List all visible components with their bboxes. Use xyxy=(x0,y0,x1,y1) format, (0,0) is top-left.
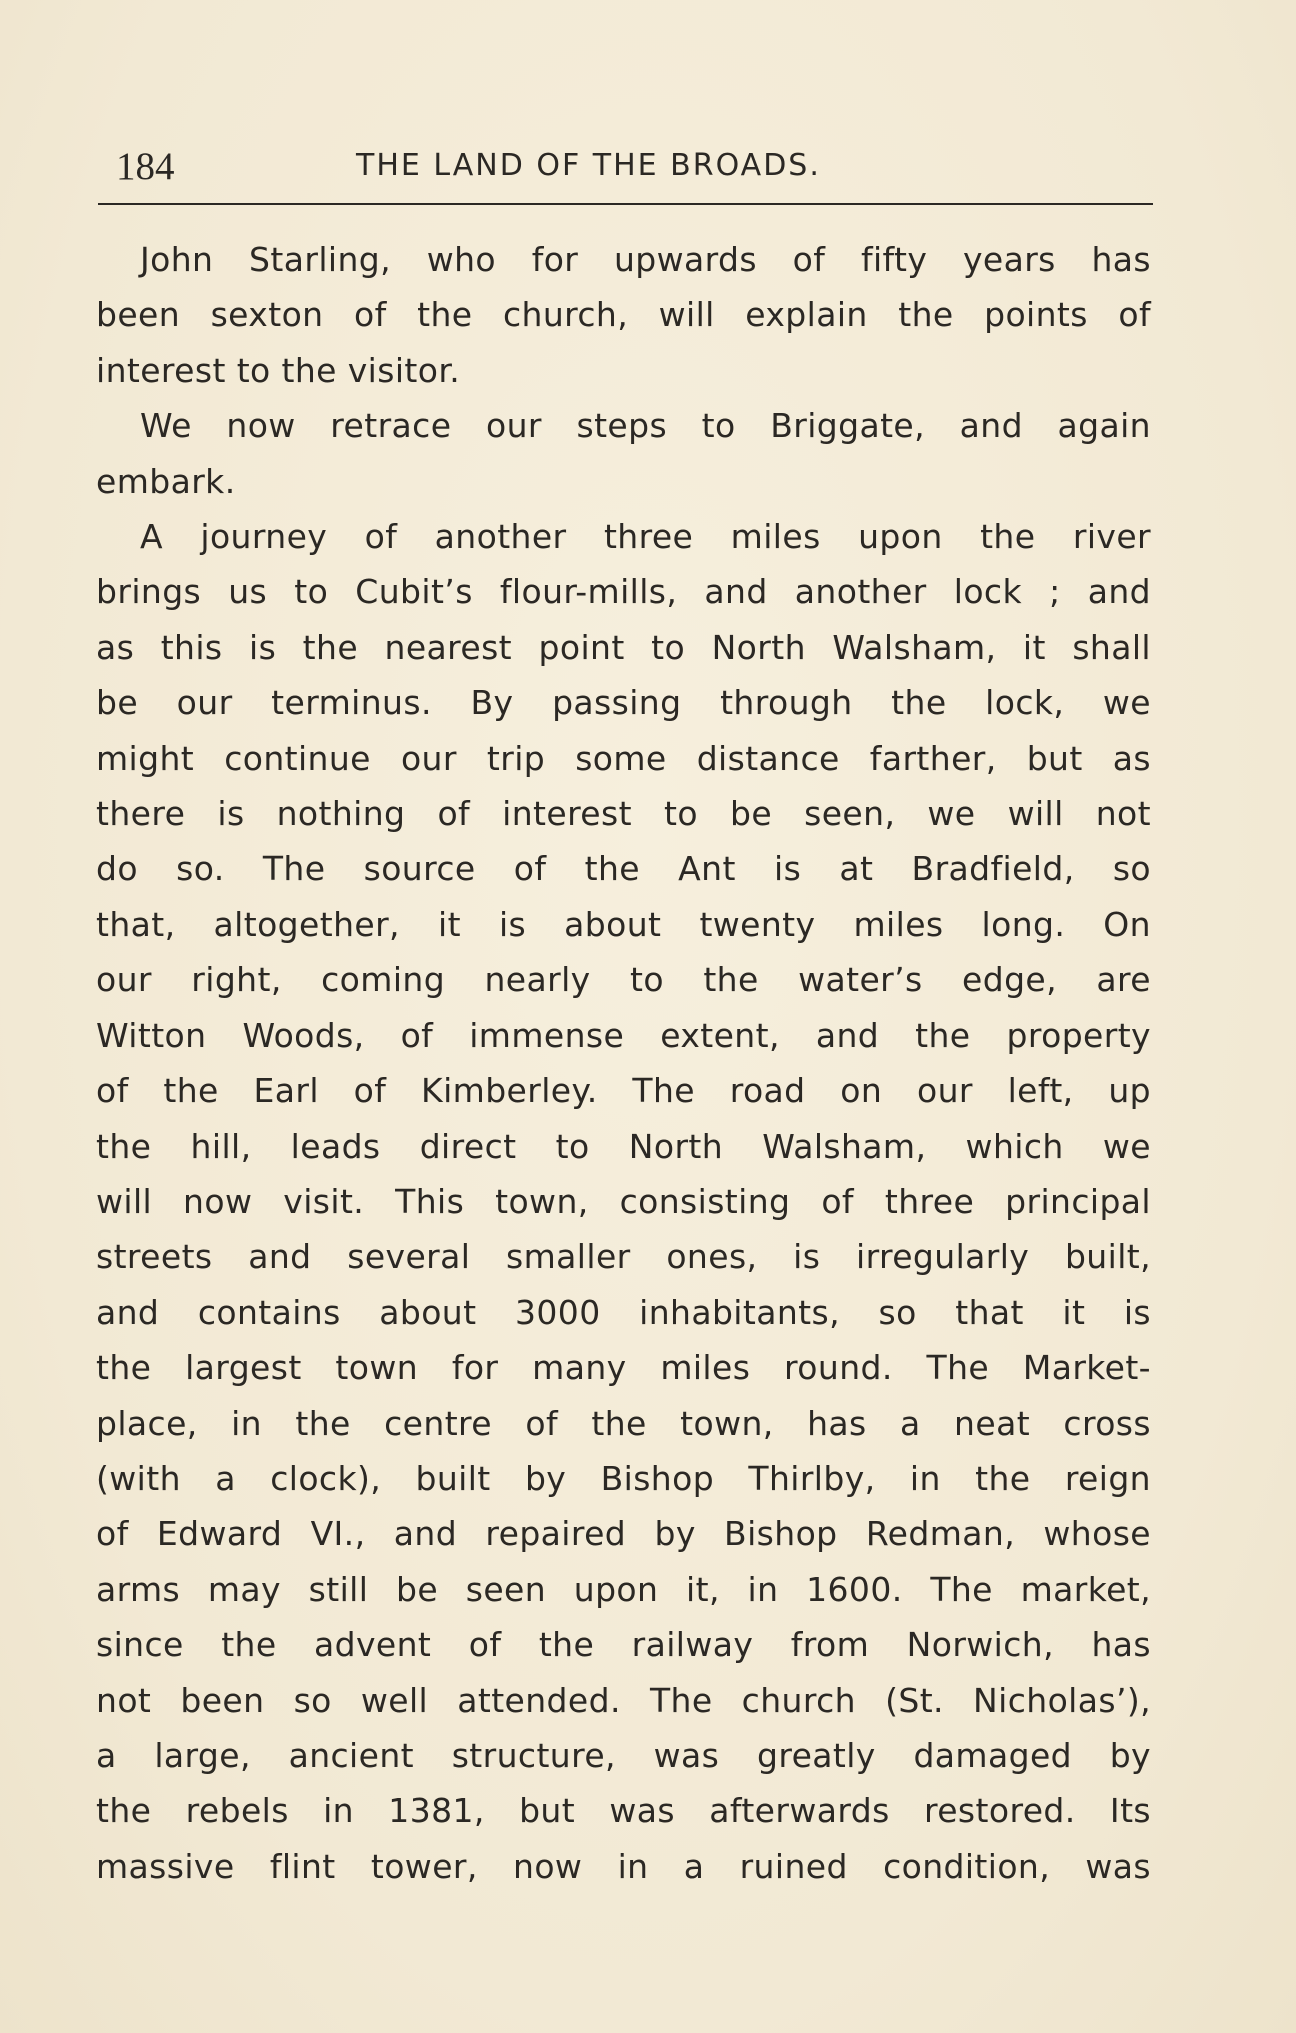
text-line: the largest town for many miles round. The Market- xyxy=(96,1348,1151,1388)
text-line: a large, ancient structure, was greatly damaged by xyxy=(96,1735,1151,1775)
text-line: not been so well attended. The church (St. Nicholas’), xyxy=(96,1680,1151,1720)
text-line: the hill, leads direct to North Walsham, which we xyxy=(96,1126,1151,1166)
text-line: John Starling, who for upwards of fifty years has xyxy=(140,240,1151,279)
text-line: (with a clock), built by Bishop Thirlby, in the reign xyxy=(96,1458,1151,1498)
text-line: might continue our trip some distance farther, but as xyxy=(96,738,1151,778)
text-line: massive flint tower, now in a ruined condition, was xyxy=(96,1846,1151,1886)
text-line: as this is the nearest point to North Walsham, it shall xyxy=(96,627,1151,667)
text-line: We now retrace our steps to Briggate, and again xyxy=(140,406,1151,446)
text-line: do so. The source of the Ant is at Bradfield, so xyxy=(96,849,1151,889)
text-line: since the advent of the railway from Norwich, has xyxy=(96,1625,1151,1665)
text-line: there is nothing of interest to be seen, we will not xyxy=(96,794,1151,834)
text-line: will now visit. This town, consisting of three principal xyxy=(96,1181,1151,1221)
text-line: streets and several smaller ones, is irregularly built, xyxy=(96,1237,1151,1277)
text-line: interest to the visitor. xyxy=(96,350,461,390)
text-line: be our terminus. By passing through the lock, we xyxy=(96,683,1151,723)
text-line: embark. xyxy=(96,461,236,501)
text-line: been sexton of the church, will explain the points of xyxy=(96,295,1151,335)
text-line: that, altogether, it is about twenty miles long. On xyxy=(96,904,1151,944)
text-line: of Edward VI., and repaired by Bishop Redman, whose xyxy=(96,1514,1151,1554)
running-title: THE LAND OF THE BROADS. xyxy=(356,148,821,183)
text-line: and contains about 3000 inhabitants, so that it is xyxy=(96,1292,1151,1332)
text-line: of the Earl of Kimberley. The road on our left, up xyxy=(96,1071,1151,1111)
text-line: brings us to Cubit’s flour-mills, and another lock ; and xyxy=(96,572,1151,612)
header-rule xyxy=(98,203,1153,205)
text-line: arms may still be seen upon it, in 1600. The market, xyxy=(96,1569,1151,1609)
page-number: 184 xyxy=(116,145,175,188)
text-line: A journey of another three miles upon the river xyxy=(140,517,1151,557)
page-header xyxy=(98,140,1153,188)
paragraph xyxy=(96,509,1151,1894)
text-line: place, in the centre of the town, has a neat cross xyxy=(96,1403,1151,1443)
text-line: the rebels in 1381, but was afterwards restored. Its xyxy=(96,1791,1151,1831)
text-line: our right, coming nearly to the water’s edge, are xyxy=(96,960,1151,1000)
paragraph xyxy=(96,232,1151,398)
paragraph xyxy=(96,398,1151,509)
text-line: Witton Woods, of immense extent, and the property xyxy=(96,1015,1151,1055)
body-text xyxy=(96,232,1151,1894)
